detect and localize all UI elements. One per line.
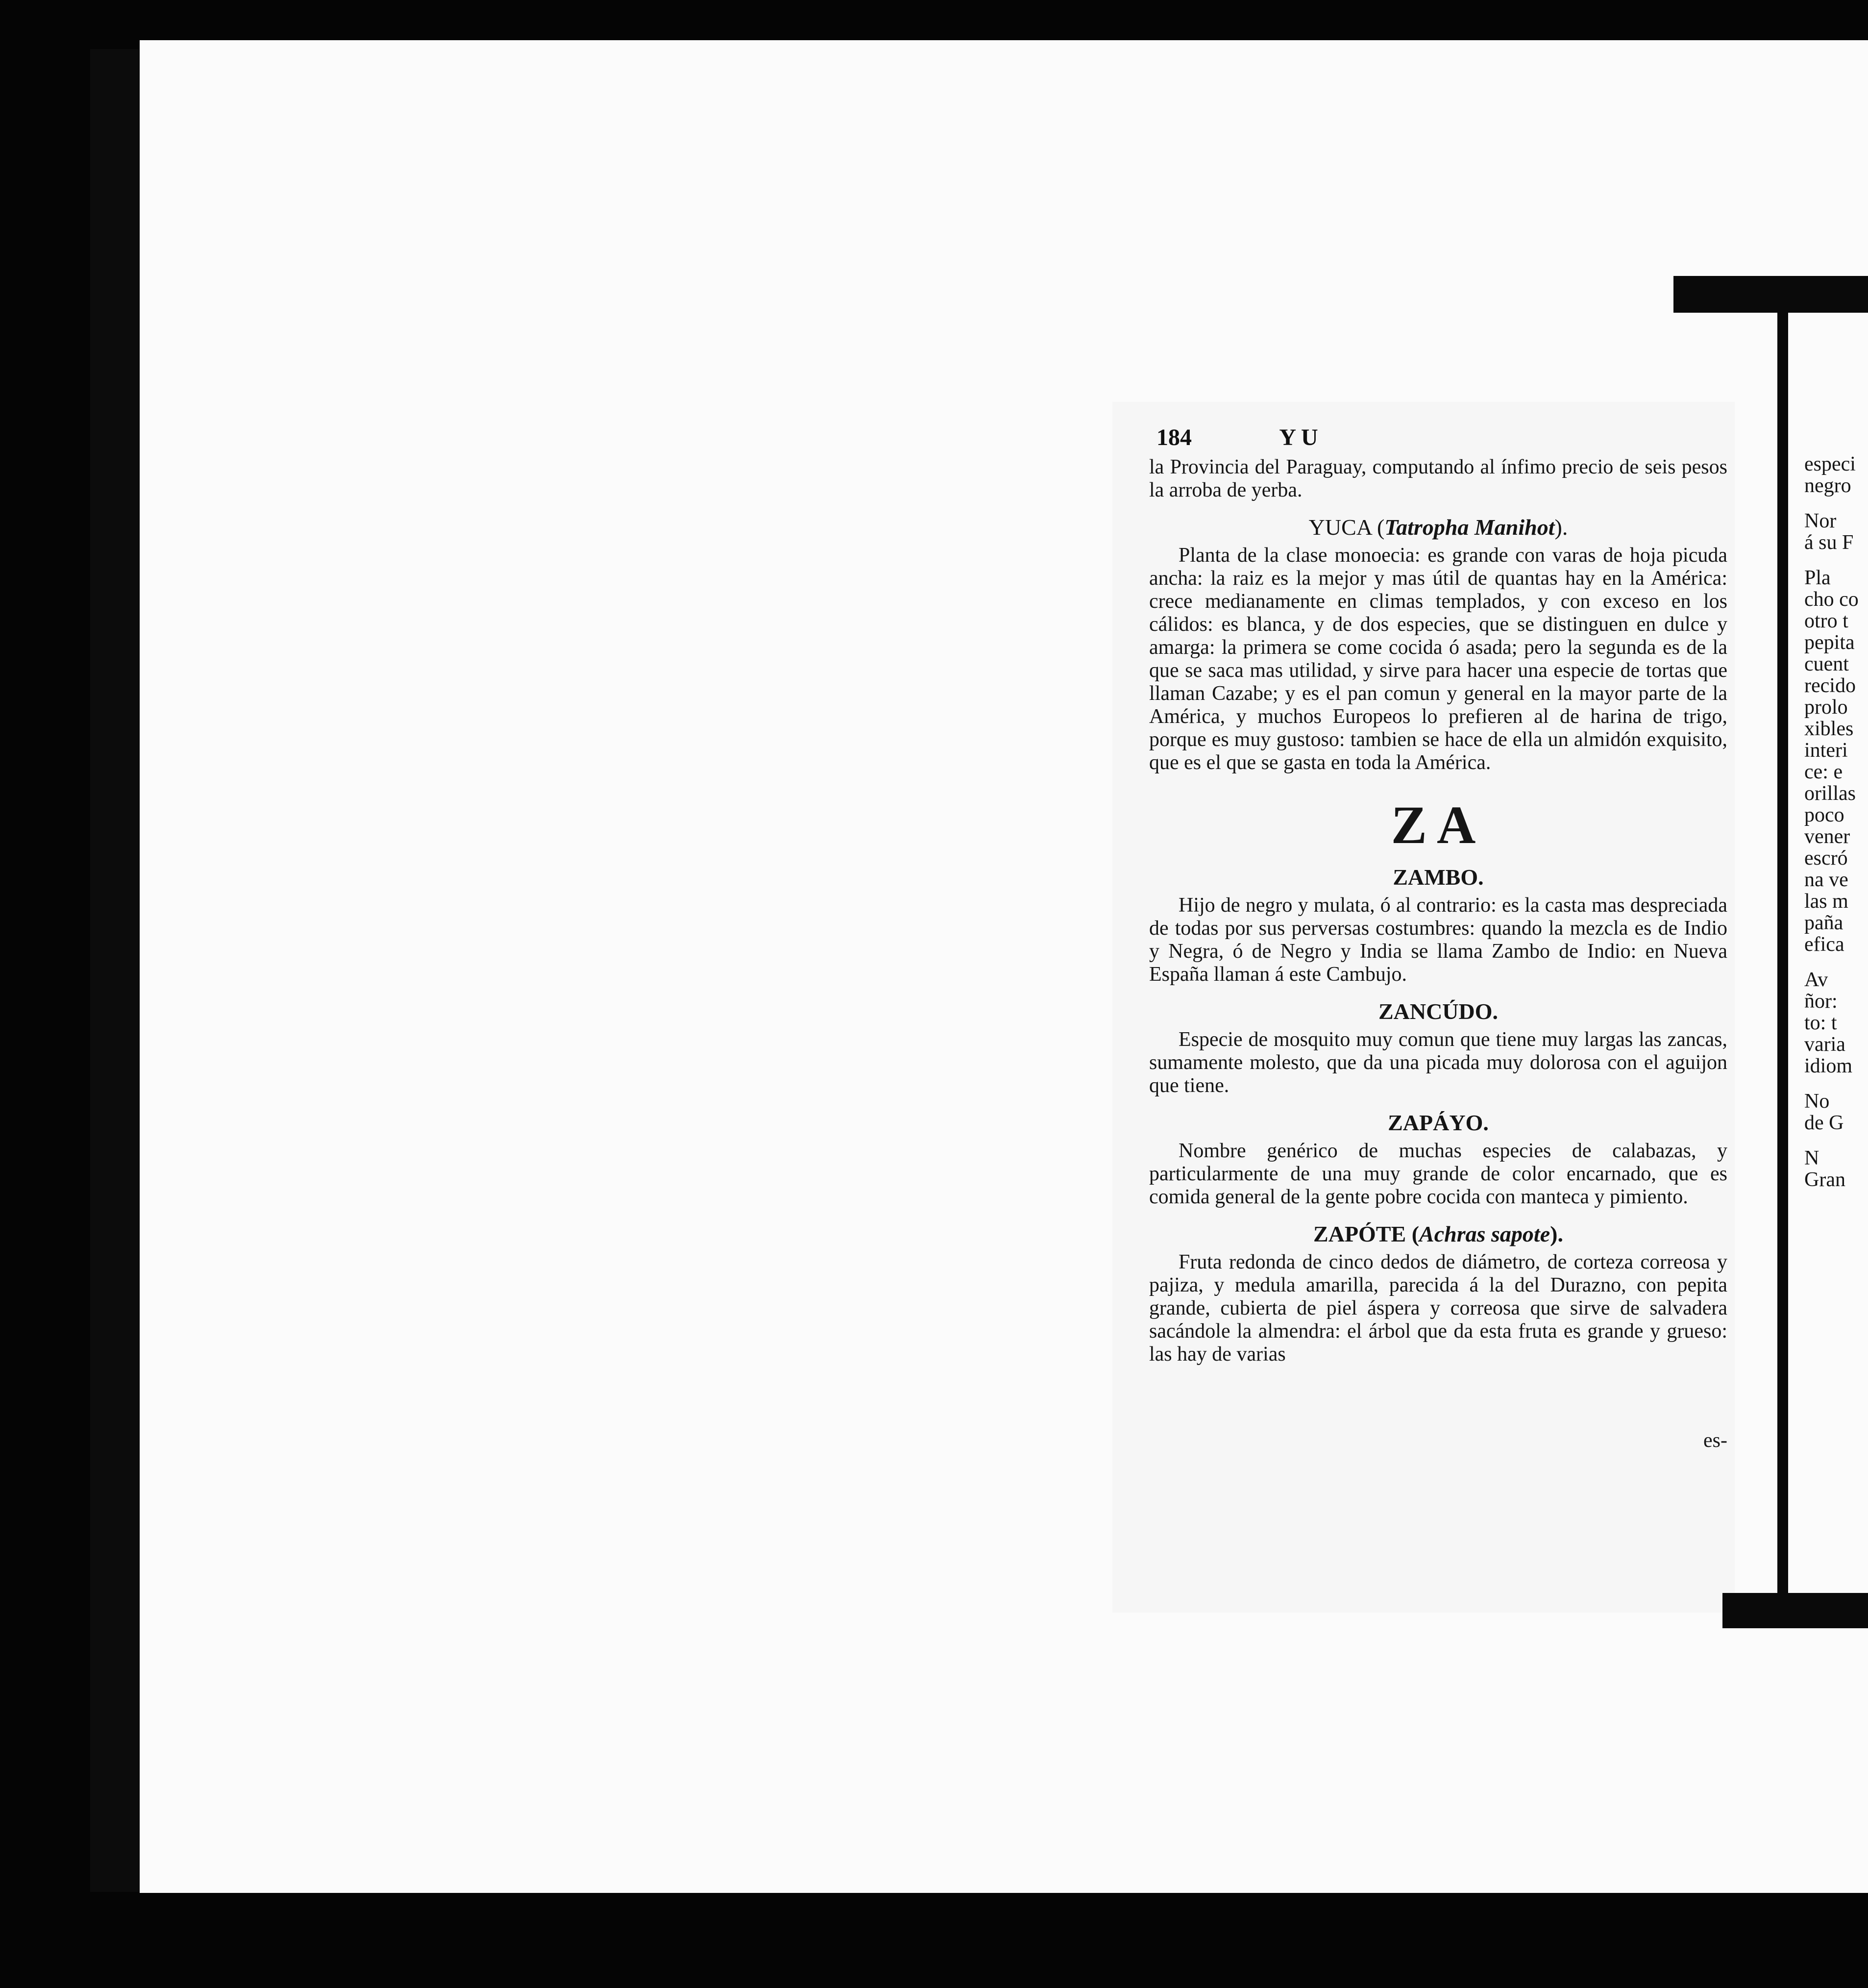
facing-page-line: ce: e bbox=[1804, 761, 1843, 783]
latin-name: Tatropha Manihot bbox=[1384, 515, 1555, 540]
text-column bbox=[1149, 456, 1727, 1366]
facing-page-line: to: t bbox=[1804, 1012, 1837, 1034]
entry-title-zapayo: ZAPÁYO. bbox=[1388, 1110, 1489, 1135]
catchword: es- bbox=[1703, 1429, 1727, 1452]
facing-page-line: na ve bbox=[1804, 869, 1848, 891]
facing-page-line: pepita bbox=[1804, 631, 1855, 654]
facing-page-line: interi bbox=[1804, 739, 1848, 762]
running-head: YU bbox=[1279, 424, 1323, 450]
latin-name: Achras sapote bbox=[1419, 1221, 1550, 1246]
facing-page-line: Pla bbox=[1804, 567, 1831, 589]
clamp-bar-bottom bbox=[1722, 1593, 1868, 1628]
facing-page-line: orillas bbox=[1804, 782, 1856, 805]
page-number: 184 bbox=[1156, 424, 1192, 450]
entry-headword: YUCA bbox=[1308, 515, 1372, 540]
facing-page-line: paña bbox=[1804, 912, 1843, 934]
facing-page-line bbox=[1804, 1077, 1868, 1091]
entry-body-zancudo: Especie de mosquito muy comun que tiene muy largas las zancas, sumamente molesto, que da una picada muy dolorosa con el aguijon que tiene. bbox=[1149, 1028, 1727, 1097]
entry-body-zambo: Hijo de negro y mulata, ó al contrario: es la casta mas despreciada de todas por sus perversas costumbres: quando la mezcla es de Indio y Negra, ó de Negro y India se llama Zambo de Indio: en Nueva España llaman á este Cambujo. bbox=[1149, 894, 1727, 986]
clamp-bar-vertical bbox=[1777, 294, 1788, 1608]
facing-page-line: cho co bbox=[1804, 588, 1859, 611]
intro-paragraph: la Provincia del Paraguay, computando al ínfimo precio de seis pesos la arroba de yerba. bbox=[1149, 456, 1727, 501]
facing-page-line: prolo bbox=[1804, 696, 1848, 719]
section-letter-heading: ZA bbox=[1391, 795, 1486, 855]
facing-page-line: No bbox=[1804, 1090, 1830, 1113]
facing-page-line: Gran bbox=[1804, 1168, 1845, 1191]
facing-page-line: negro bbox=[1804, 474, 1851, 497]
facing-page-line: las m bbox=[1804, 890, 1848, 913]
facing-page-line: de G bbox=[1804, 1112, 1844, 1134]
page-header bbox=[1156, 419, 1735, 453]
facing-page-line: á su F bbox=[1804, 531, 1854, 554]
facing-page-line bbox=[1804, 955, 1868, 969]
entry-title-yuca: YUCA (Tatropha Manihot). bbox=[1308, 515, 1568, 540]
entry-title-zambo: ZAMBO. bbox=[1393, 865, 1484, 890]
facing-page-line: cuent bbox=[1804, 653, 1849, 675]
facing-page-line: especi bbox=[1804, 453, 1856, 475]
facing-page-line: efica bbox=[1804, 933, 1844, 956]
facing-page-fragment bbox=[1804, 453, 1868, 1551]
facing-page-line: Nor bbox=[1804, 510, 1837, 532]
facing-page-line: escró bbox=[1804, 847, 1848, 870]
facing-page-line: recido bbox=[1804, 674, 1856, 697]
facing-page-line: poco bbox=[1804, 804, 1844, 826]
facing-page-line: N bbox=[1804, 1147, 1819, 1169]
facing-page-line: varia bbox=[1804, 1033, 1845, 1056]
entry-title-zapote: ZAPÓTE (Achras sapote). bbox=[1313, 1221, 1563, 1246]
facing-page-line bbox=[1804, 497, 1868, 510]
book-spine-edge bbox=[90, 49, 139, 1892]
facing-page-line: idiom bbox=[1804, 1055, 1853, 1077]
facing-page-line: xibles bbox=[1804, 718, 1854, 740]
facing-page-line bbox=[1804, 1134, 1868, 1147]
entry-title-zancudo: ZANCÚDO. bbox=[1378, 999, 1499, 1024]
facing-page-line: vener bbox=[1804, 825, 1850, 848]
entry-body-yuca: Planta de la clase monoecia: es grande con varas de hoja picuda ancha: la raiz es la mejor y mas útil de quantas hay en la América: crece medianamente en climas templados, y con exceso en los cálidos: es blanca, y de dos especies, que se distinguen en dulce y amarga: la primera se come cocida ó asada; pero la segunda es de la que se saca mas utilidad, y sirve para hacer una especie de tortas que llaman Cazabe; y es el pan comun y general en la mayor parte de la América, y muchos Europeos lo prefieren al de harina de trigo, porque es muy gustoso: tambien se hace de ella un almidón exquisito, que es el que se gasta en toda la América. bbox=[1149, 544, 1727, 774]
entry-body-zapayo: Nombre genérico de muchas especies de calabazas, y particularmente de una muy grande de color encarnado, que es comida general de la gente pobre cocida con manteca y pimiento. bbox=[1149, 1140, 1727, 1208]
facing-page-line: otro t bbox=[1804, 610, 1848, 632]
clamp-bar-top bbox=[1673, 276, 1868, 313]
facing-page-line: Av bbox=[1804, 969, 1828, 991]
entry-body-zapote: Fruta redonda de cinco dedos de diámetro, de corteza correosa y pajiza, y medula amarilla, parecida á la del Durazno, con pepita grande, cubierta de piel áspera y correosa que sirve de salvadera sacándole la almendra: el árbol que da esta fruta es grande y grueso: las hay de varias bbox=[1149, 1251, 1727, 1366]
facing-page-line bbox=[1804, 553, 1868, 567]
facing-page-line: ñor: bbox=[1804, 990, 1838, 1013]
entry-headword: ZAPÓTE bbox=[1313, 1221, 1406, 1246]
